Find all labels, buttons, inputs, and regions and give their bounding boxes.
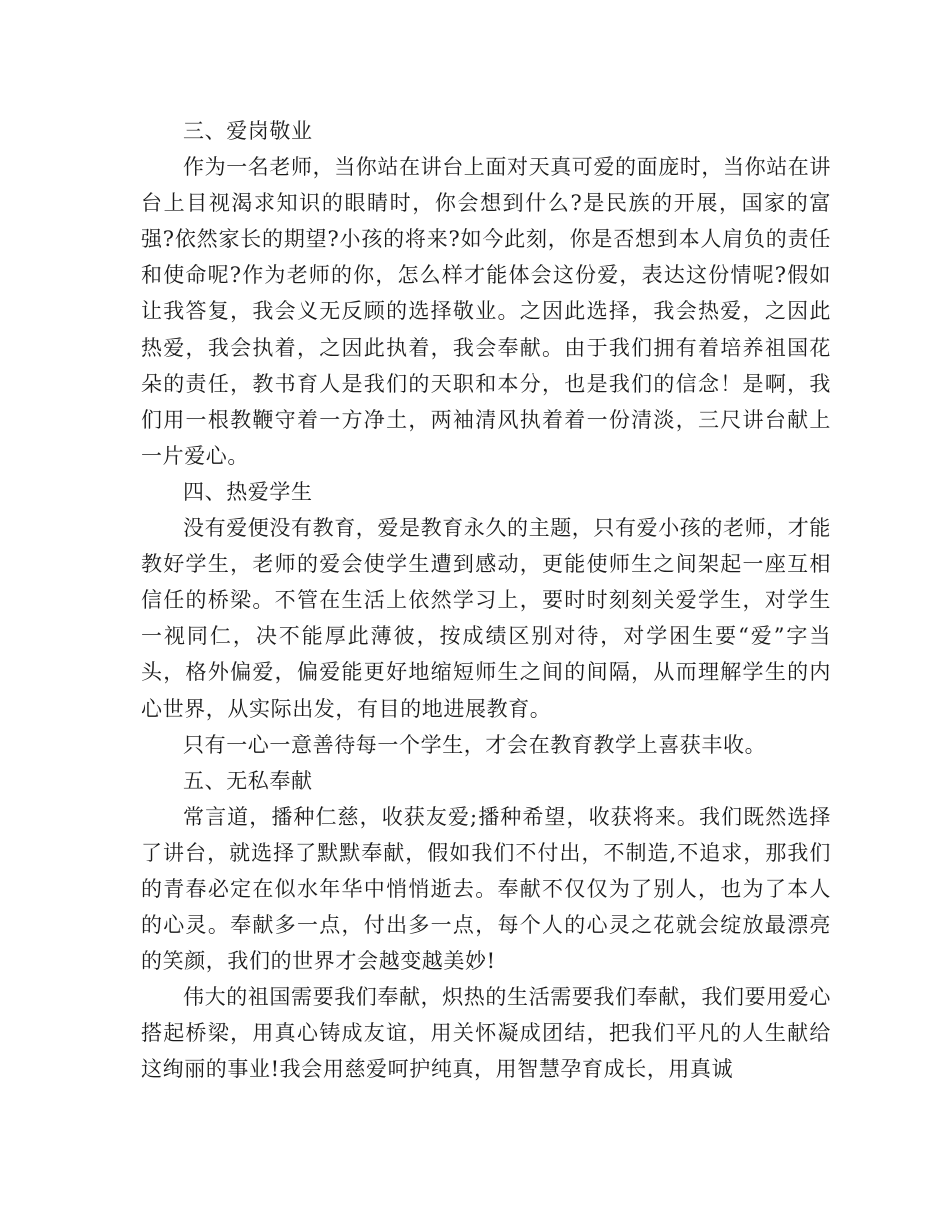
body-paragraph: 没有爱便没有教育，爱是教育永久的主题，只有爱小孩的老师，才能教好学生，老师的爱会使学生遭到感动，更能使师生之间架起一座互相信任的桥梁。不管在生活上依然学习上，要时时刻刻关爱学生，对学生一视同仁，决不能厚此薄彼，按成绩区别对待，对学困生要“爱”字当头，格外偏爱，偏爱能更好地缩短师生之间的间隔，从而理解学生的内心世界，从实际出发，有目的地进展教育。 (141, 516, 831, 721)
document-body (141, 113, 831, 1088)
body-paragraph: 作为一名老师，当你站在讲台上面对天真可爱的面庞时，当你站在讲台上目视渴求知识的眼睛时，你会想到什么?是民族的开展，国家的富强?依然家长的期望?小孩的将来?如今此刻，你是否想到本人肩负的责任和使命呢?作为老师的你，怎么样才能体会这份爱，表达这份情呢?假如让我答复，我会义无反顾的选择敬业。之因此选择，我会热爱，之因此热爱，我会执着，之因此执着，我会奉献。由于我们拥有着培养祖国花朵的责任，教书育人是我们的天职和本分，也是我们的信念！是啊，我们用一根教鞭守着一方净土，两袖清风执着着一份清淡，三尺讲台献上一片爱心。 (141, 155, 831, 468)
section-heading-4: 四、热爱学生 (183, 479, 313, 504)
body-paragraph: 伟大的祖国需要我们奉献，炽热的生活需要我们奉献，我们要用爱心搭起桥梁，用真心铸成友谊，用关怀凝成团结，把我们平凡的人生献给这绚丽的事业!我会用慈爱呵护纯真，用智慧孕育成长，用真诚 (141, 985, 831, 1082)
body-paragraph: 只有一心一意善待每一个学生，才会在教育教学上喜获丰收。 (183, 732, 767, 757)
body-paragraph: 常言道，播种仁慈，收获友爱;播种希望，收获将来。我们既然选择了讲台，就选择了默默奉献，假如我们不付出，不制造,不追求，那我们的青春必定在似水年华中悄悄逝去。奉献不仅仅为了别人，也为了本人的心灵。奉献多一点，付出多一点，每个人的心灵之花就会绽放最漂亮的笑颜，我们的世界才会越变越美妙! (141, 804, 831, 974)
section-heading-5: 五、无私奉献 (183, 768, 313, 793)
section-heading-3: 三、爱岗敬业 (183, 119, 313, 143)
